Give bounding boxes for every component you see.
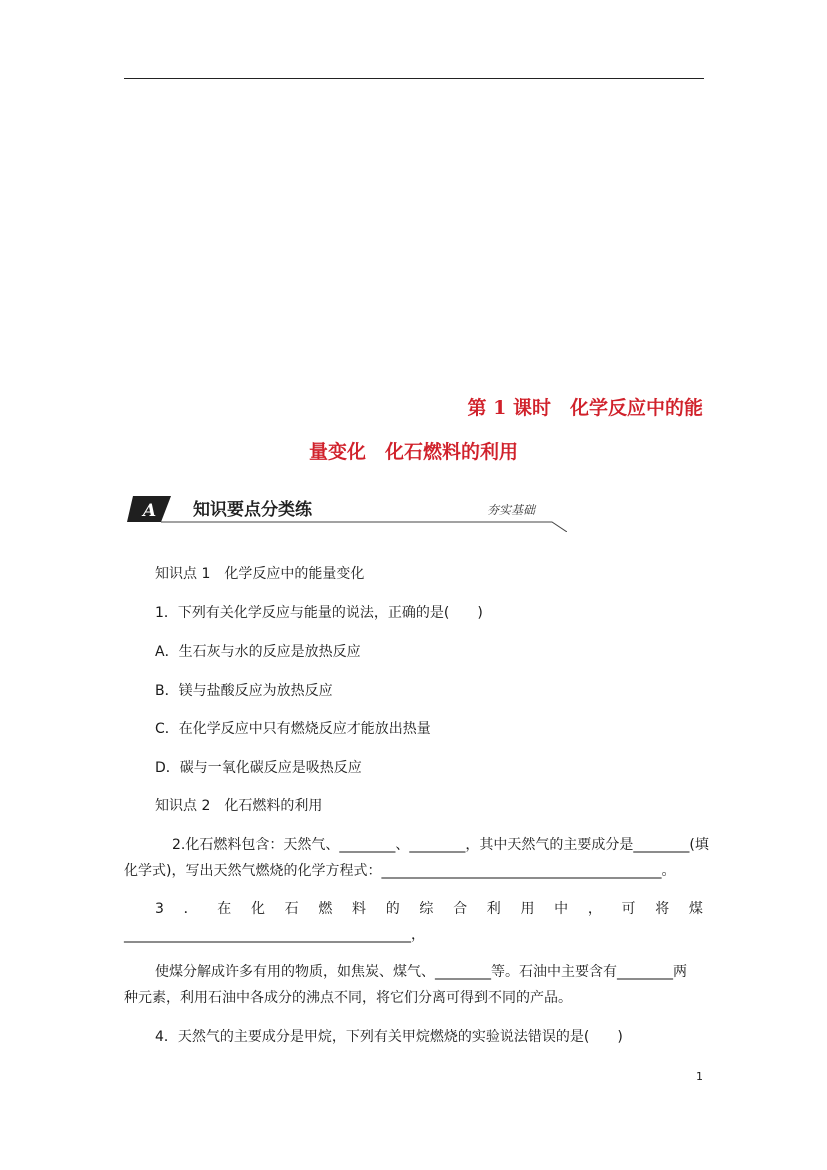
question-2-line-1: 2.化石燃料包含：天然气、________、________，其中天然气的主要成分是________(填 <box>172 837 709 853</box>
question-3-line-4: 种元素，利用石油中各成分的沸点不同，将它们分离可得到不同的产品。 <box>124 990 572 1006</box>
knowledge-point-2: 知识点 2 化石燃料的利用 <box>155 798 323 814</box>
banner-badge: A <box>143 501 157 521</box>
header-rule <box>124 78 704 79</box>
page-number: 1 <box>696 1070 703 1083</box>
option-c: C．在化学反应中只有燃烧反应才能放出热量 <box>155 721 431 737</box>
banner-tagline: 夯实基础 <box>487 503 536 517</box>
lesson-title-line2: 量变化 化石燃料的利用 <box>308 441 518 463</box>
option-b: B．镁与盐酸反应为放热反应 <box>155 683 333 699</box>
option-d: D．碳与一氧化碳反应是吸热反应 <box>155 760 362 776</box>
question-3-line-2: _________________________________________， <box>124 927 425 943</box>
question-4-stem: 4．天然气的主要成分是甲烷，下列有关甲烷燃烧的实验说法错误的是( ) <box>155 1029 623 1045</box>
question-2-line-2: 化学式)，写出天然气燃烧的化学方程式：________________________________________。 <box>124 863 676 879</box>
banner-heading: 知识要点分类练 <box>193 500 312 520</box>
question-1-stem: 1．下列有关化学反应与能量的说法，正确的是( ) <box>155 605 483 621</box>
section-banner <box>127 492 567 532</box>
option-a: A．生石灰与水的反应是放热反应 <box>155 644 361 660</box>
banner-underline <box>161 522 567 532</box>
lesson-title-line1: 第 1 课时 化学反应中的能 <box>467 397 703 419</box>
question-3-line-1: 3 ． 在 化 石 燃 料 的 综 合 利 用 中 ， 可 将 煤 <box>155 901 703 917</box>
question-3-line-3: 使煤分解成许多有用的物质，如焦炭、煤气、________等。石油中主要含有________两 <box>155 964 687 980</box>
knowledge-point-1: 知识点 1 化学反应中的能量变化 <box>155 566 365 582</box>
